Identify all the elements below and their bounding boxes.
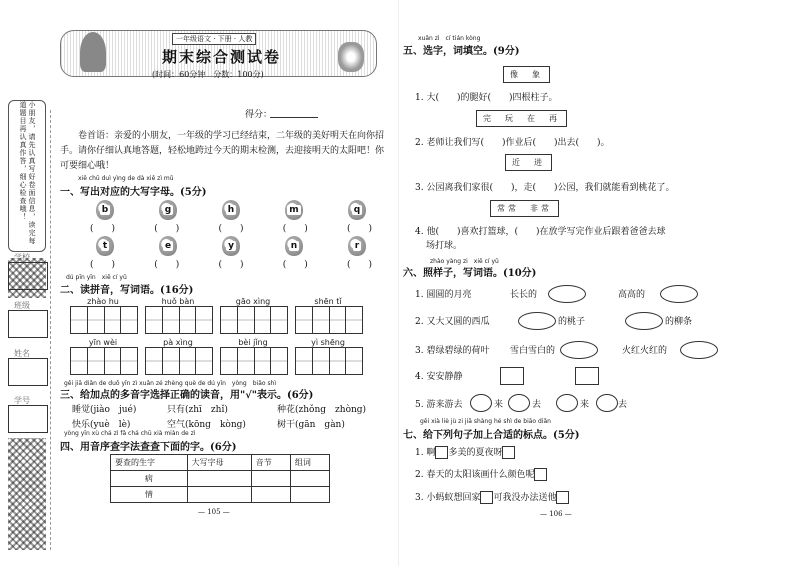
polyphone-item[interactable]: 空气(kōng kòng) [167,420,246,430]
score-label: 得分： [245,110,273,120]
q6-example: 3. 碧绿碧绿的荷叶 [415,346,490,356]
cut-line [50,110,51,550]
number-label: 学号 [14,396,30,405]
answer-blank[interactable]: ( ) [282,260,308,270]
q2-pinyin: dú pīn yīn xiě cí yǔ [66,274,127,281]
class-field[interactable] [8,310,48,338]
school-label: 学校 [14,253,30,262]
q6-right: 高高的 [618,290,646,300]
answer-cell[interactable] [290,471,329,487]
q2-title: 二、读拼音，写词语。(16分) [60,285,194,296]
punctuation-box[interactable] [502,446,515,459]
q7-title: 七、给下列句子加上合适的标点。(5分) [403,430,580,441]
q3-title: 三、给加点的多音字选择正确的读音，用"√"表示。(6分) [60,390,314,401]
writing-grid[interactable] [220,347,288,375]
q6-right: 的柳条 [665,317,693,327]
writing-grid[interactable] [295,347,363,375]
punctuation-box[interactable] [435,446,448,459]
intro-text: 卷首语：亲爱的小朋友，一年级的学习已经结束，二年级的美好明天在向你招手。请你仔细认真地答题，轻松地跨过今天的期末检测，去迎接明天的太阳吧！你可要细心哦！ [60,131,385,171]
q1-pinyin: xiě chū duì yìng de dà xiě zì mǔ [78,175,174,182]
answer-cell[interactable] [187,471,251,487]
q6-title: 六、照样子，写词语。(10分) [403,268,537,279]
page-number-right: — 106 — [540,510,572,518]
q1-title: 一、写出对应的大写字母。(5分) [60,187,207,198]
answer-blank[interactable]: ( ) [154,260,180,270]
answer-cell[interactable] [251,487,290,503]
polyphone-item[interactable]: 树干(gān gàn) [277,420,345,430]
punctuation-box[interactable] [556,491,569,504]
score-blank[interactable] [270,117,318,118]
index-table [110,454,330,503]
q6-mid: 长长的 [510,290,538,300]
letter-drop: m [285,200,303,220]
letter-drop: r [348,236,366,256]
q5-item: 3. 公园离我们家很( )，走( )公园，我们就能看到桃花了。 [415,183,675,193]
writing-grid[interactable] [145,347,213,375]
writing-grid[interactable] [220,306,288,334]
class-label: 班级 [14,301,30,310]
q6-mid: 雪白雪白的 [510,346,556,356]
q3-items [72,402,382,430]
letter-drop: q [348,200,366,220]
sidebar-notice: 小朋友，请先认真写好卷面信息，读完每道题目再认真作答，细心检查哦！ [8,100,46,252]
word-box: 像 象 [503,66,550,83]
table-header: 要查的生字 [111,455,188,471]
letter-drop: y [222,236,240,256]
grade-tag: 一年级语文 · 下册 · 人教 [172,33,256,45]
word-box: 完 玩 在 再 [476,110,567,127]
letter-drop: t [96,236,114,256]
punctuation-box[interactable] [480,491,493,504]
q7-pinyin: gěi xià liè jù zi jiā shàng hé shì de biāo diǎn [420,418,551,425]
answer-cloud[interactable] [625,312,663,330]
writing-grid[interactable] [70,306,138,334]
answer-blank[interactable]: ( ) [346,224,372,234]
name-field[interactable] [8,358,48,386]
answer-blank[interactable]: ( ) [218,224,244,234]
word-box: 常常 非常 [490,200,559,217]
q5-title: 五、选字，词填空。(9分) [403,46,520,57]
answer-cloud[interactable] [548,285,586,303]
answer-blank[interactable]: ( ) [346,260,372,270]
q7-item-3: 3. 小蚂蚁想回家 可我没办法送他 [415,490,569,504]
answer-blank[interactable]: ( ) [90,260,116,270]
q6-mid: 的桃子 [558,317,586,327]
writing-grid[interactable] [70,347,138,375]
table-header: 大写字母 [187,455,251,471]
page-title: 期末综合测试卷 [162,48,282,66]
q6-pinyin: zhào yàng zi xiě cí yǔ [430,258,499,265]
answer-box[interactable] [575,367,599,385]
q4-title: 四、用音序查字法查查下面的字。(6分) [60,442,237,453]
table-row-char: 病 [111,471,188,487]
writing-grid[interactable] [145,306,213,334]
number-field[interactable] [8,405,48,433]
q7-item-1: 1. 啊 多美的夏夜呀 [415,445,515,459]
answer-cloud[interactable] [518,312,556,330]
punctuation-box[interactable] [534,468,547,481]
answer-cloud[interactable] [470,394,492,412]
q1-letters-row1 [90,200,372,270]
answer-blank[interactable]: ( ) [218,260,244,270]
q6-example: 1. 圆圆的月亮 [415,290,472,300]
letter-drop: b [96,200,114,220]
answer-cell[interactable] [290,487,329,503]
table-row-char: 情 [111,487,188,503]
q6-mid: 来 [494,400,504,410]
q7-item-2: 2. 春天的太阳该画什么颜色呢 [415,467,547,481]
answer-cloud[interactable] [680,341,718,359]
writing-grid[interactable] [295,306,363,334]
q6-right: 火红火红的 [622,346,668,356]
q2-word-grid: zhào hu huǒ bàn gāo xìng shēn tǐ yīn wèi pà xìng bèi jǐng yì shēng [70,297,370,375]
flower-illustration-icon [338,42,364,72]
table-header: 音节 [251,455,290,471]
polyphone-item[interactable]: 只有(zhī zhǐ) [167,405,228,415]
answer-cloud[interactable] [596,394,618,412]
q5-item-cont: 场打球。 [426,241,463,251]
q6-example: 4. 安安静静 [415,372,463,382]
student-illustration-icon [80,32,106,72]
polyphone-item[interactable]: 种花(zhǒng zhòng) [277,405,367,415]
answer-cloud[interactable] [660,285,698,303]
answer-blank[interactable]: ( ) [90,224,116,234]
letter-drop: n [285,236,303,256]
q3-pinyin: gěi jiā diǎn de duō yīn zì xuǎn zé zhèng què de dú yīn yòng biǎo shì [64,380,277,387]
letter-drop: g [159,200,177,220]
letter-drop: e [159,236,177,256]
q5-item: 4. 他( )喜欢打篮球，( )在放学写完作业后跟着爸爸去球 [415,227,666,237]
polyphone-item[interactable]: 快乐(yuè lè) [72,420,131,430]
time-score-line: (时间：60分钟 分数：100分) [152,70,264,79]
page-number-left: — 105 — [198,508,230,516]
answer-cell[interactable] [187,487,251,503]
polyphone-item[interactable]: 睡觉(jiào jué) [72,405,137,415]
page-divider [398,0,399,566]
answer-cell[interactable] [251,471,290,487]
name-label: 姓名 [14,349,30,358]
answer-cloud[interactable] [508,394,530,412]
answer-blank[interactable]: ( ) [282,224,308,234]
q5-pinyin: xuǎn zì cí tián kòng [418,35,481,42]
q6-example: 2. 又大又圆的西瓜 [415,317,490,327]
answer-cloud[interactable] [556,394,578,412]
q6-example: 5. 游来游去 [415,400,463,410]
table-header: 组词 [290,455,329,471]
school-field[interactable] [8,262,48,290]
q4-pinyin: yòng yīn xù chá zì fǎ chá chū xià miàn de zì [64,430,196,437]
answer-blank[interactable]: ( ) [154,224,180,234]
q5-item: 1. 大( )的腿好( )四根柱子。 [415,93,558,103]
answer-cloud[interactable] [560,341,598,359]
answer-box[interactable] [500,367,524,385]
word-box: 近 进 [505,154,552,171]
sidebar-pattern-bottom [8,438,46,550]
letter-drop: h [222,200,240,220]
q5-item: 2. 老师让我们写( )作业后( )出去( )。 [415,138,610,148]
